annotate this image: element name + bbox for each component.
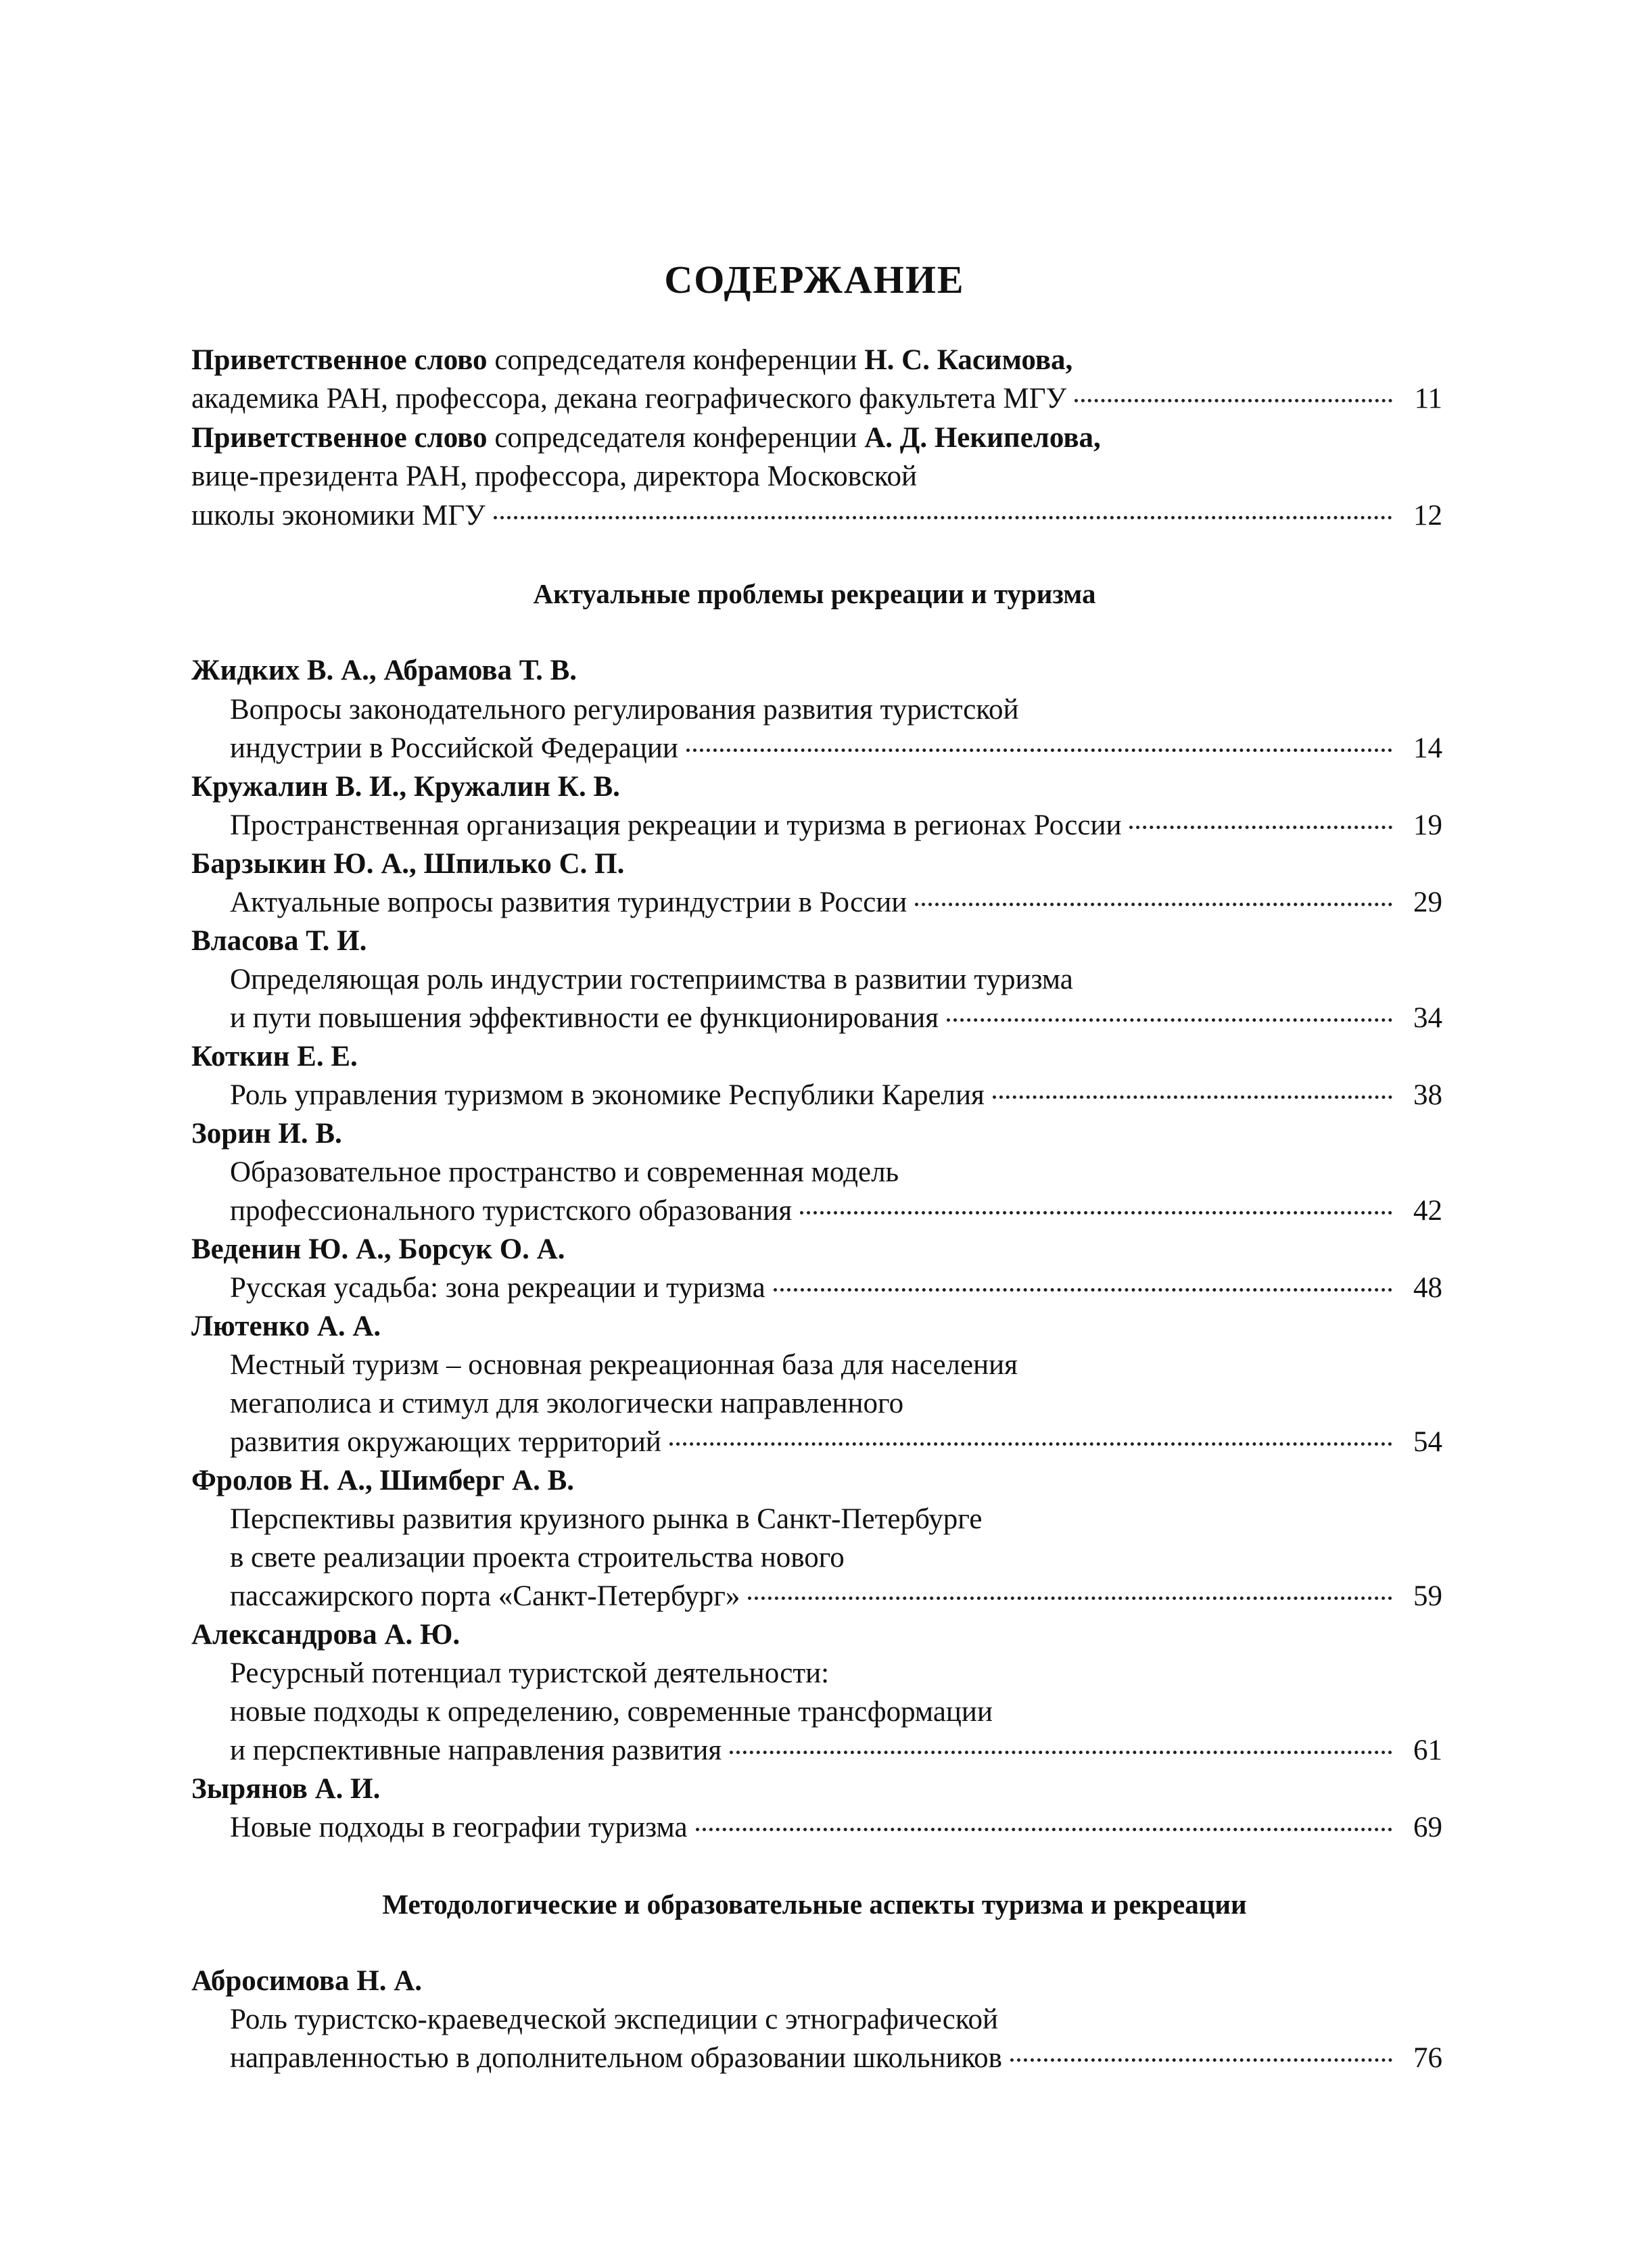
entry-title-line: Актуальные вопросы развития туриндустрии в России	[230, 887, 907, 918]
entry-authors: Барзыкин Ю. А., Шпилько С. П.	[191, 848, 625, 880]
page-title: СОДЕРЖАНИЕ	[664, 258, 965, 302]
page-number: 34	[1413, 1002, 1442, 1034]
entry-link[interactable]	[230, 1191, 1442, 1231]
entry-authors: Зырянов А. И.	[191, 1773, 381, 1805]
greeting-1-label: Приветственное слово	[191, 344, 488, 376]
entry-authors: Абросимова Н. А.	[191, 1965, 423, 1997]
greeting-1-text: сопредседателя конференции	[487, 344, 865, 376]
dot-leader	[800, 1211, 1392, 1214]
greeting-1-line-1	[191, 340, 1072, 381]
entry-authors: Коткин Е. Е.	[191, 1041, 358, 1072]
dot-leader	[1129, 826, 1392, 829]
entry-title-line: Вопросы законодательного регулирования развития туристской	[230, 694, 1019, 726]
dot-leader	[993, 1095, 1392, 1099]
greeting-2-line-3[interactable]	[191, 496, 1442, 536]
greeting-2-affiliation: школы экономики МГУ	[191, 500, 486, 531]
entry-link[interactable]	[230, 728, 1442, 769]
entry-link[interactable]	[230, 805, 1442, 846]
greeting-1-affiliation: академика РАН, профессора, декана географического факультета МГУ	[191, 383, 1067, 415]
entry-title-line: пассажирского порта «Санкт-Петербург»	[230, 1580, 740, 1612]
entry-title-line: новые подходы к определению, современные трансформации	[230, 1696, 993, 1728]
entry-link[interactable]	[230, 1808, 1442, 1848]
page-number: 54	[1413, 1426, 1442, 1458]
page-number: 29	[1413, 887, 1442, 918]
page-number: 42	[1413, 1195, 1442, 1227]
entry-title-line: Роль туристско-краеведческой экспедиции с этнографической	[230, 2004, 999, 2035]
dot-leader	[915, 903, 1392, 906]
page-number: 48	[1413, 1272, 1442, 1304]
entry-title-line: Русская усадьба: зона рекреации и туризма	[230, 1272, 765, 1304]
entry-authors: Фролов Н. А., Шимберг А. В.	[191, 1465, 575, 1496]
entry-title-line: Новые подходы в географии туризма	[230, 1812, 688, 1843]
entry-authors: Лютенко А. А.	[191, 1310, 381, 1342]
entry-title-line: мегаполиса и стимул для экологически направленного	[230, 1388, 904, 1419]
dot-leader	[1075, 399, 1392, 402]
entry-authors: Кружалин В. И., Кружалин К. В.	[191, 771, 620, 803]
dot-leader	[1010, 2058, 1392, 2062]
entry-link[interactable]	[230, 1730, 1442, 1771]
page-number: 61	[1413, 1734, 1442, 1766]
dot-leader	[696, 1828, 1392, 1831]
greeting-2-person: А. Д. Некипелова,	[864, 422, 1101, 454]
entry-title-line: Местный туризм – основная рекреационная база для населения	[230, 1349, 1018, 1381]
entry-title-line: развития окружающих территорий	[230, 1426, 661, 1458]
entry-link[interactable]	[230, 2038, 1442, 2079]
entry-authors: Зорин И. В.	[191, 1118, 342, 1150]
entry-title-line: Определяющая роль индустрии гостеприимства в развитии туризма	[230, 964, 1073, 995]
entry-title-line: направленностью в дополнительном образовании школьников	[230, 2042, 1002, 2074]
greeting-2-label: Приветственное слово	[191, 422, 488, 454]
page-number: 19	[1413, 809, 1442, 841]
entry-link[interactable]	[230, 1268, 1442, 1308]
entry-title-line: Перспективы развития круизного рынка в Санкт-Петербурге	[230, 1503, 983, 1535]
entry-title-line: и пути повышения эффективности ее функционирования	[230, 1002, 939, 1034]
entry-link[interactable]	[230, 1075, 1442, 1116]
entry-authors: Жидких В. А., Абрамова Т. В.	[191, 655, 577, 686]
entry-link[interactable]	[230, 882, 1442, 923]
entry-title-line: в свете реализации проекта строительства нового	[230, 1542, 845, 1574]
page-number: 76	[1413, 2042, 1442, 2074]
dot-leader	[947, 1018, 1392, 1022]
entry-authors: Александрова А. Ю.	[191, 1619, 461, 1651]
page-number: 12	[1413, 500, 1442, 531]
dot-leader	[748, 1597, 1392, 1600]
page-number: 14	[1413, 732, 1442, 764]
entry-title-line: профессионального туристского образования	[230, 1195, 793, 1227]
entry-title-line: Пространственная организация рекреации и туризма в регионах России	[230, 809, 1122, 841]
greeting-1-person: Н. С. Касимова,	[864, 344, 1073, 376]
page-number: 69	[1413, 1812, 1442, 1843]
section-title: Актуальные проблемы рекреации и туризма	[533, 578, 1096, 609]
greeting-2-line-1	[191, 418, 1101, 458]
entry-link[interactable]	[230, 1576, 1442, 1617]
dot-leader	[730, 1751, 1392, 1754]
entry-title-line: и перспективные направления развития	[230, 1734, 722, 1766]
entry-title-line: Образовательное пространство и современная модель	[230, 1156, 899, 1188]
entry-title-line: Ресурсный потенциал туристской деятельности:	[230, 1657, 830, 1689]
dot-leader	[494, 516, 1392, 519]
dot-leader	[669, 1442, 1392, 1446]
section-title: Методологические и образовательные аспекты туризма и рекреации	[382, 1889, 1247, 1920]
entry-title-line: Роль управления туризмом в экономике Республики Карелия	[230, 1079, 985, 1111]
dot-leader	[686, 749, 1392, 752]
greeting-2-line-2: вице-президента РАН, профессора, директора Московской	[191, 460, 918, 492]
entry-title-line: индустрии в Российской Федерации	[230, 732, 678, 764]
entry-link[interactable]	[230, 1422, 1442, 1463]
entry-authors: Веденин Ю. А., Борсук О. А.	[191, 1233, 565, 1265]
dot-leader	[774, 1288, 1392, 1292]
page-number: 59	[1413, 1580, 1442, 1612]
greeting-1-line-2[interactable]	[191, 379, 1442, 419]
entry-authors: Власова Т. И.	[191, 925, 367, 957]
page-number: 11	[1414, 383, 1442, 415]
entry-link[interactable]	[230, 998, 1442, 1039]
page-number: 38	[1413, 1079, 1442, 1111]
greeting-2-text: сопредседателя конференции	[487, 422, 865, 454]
